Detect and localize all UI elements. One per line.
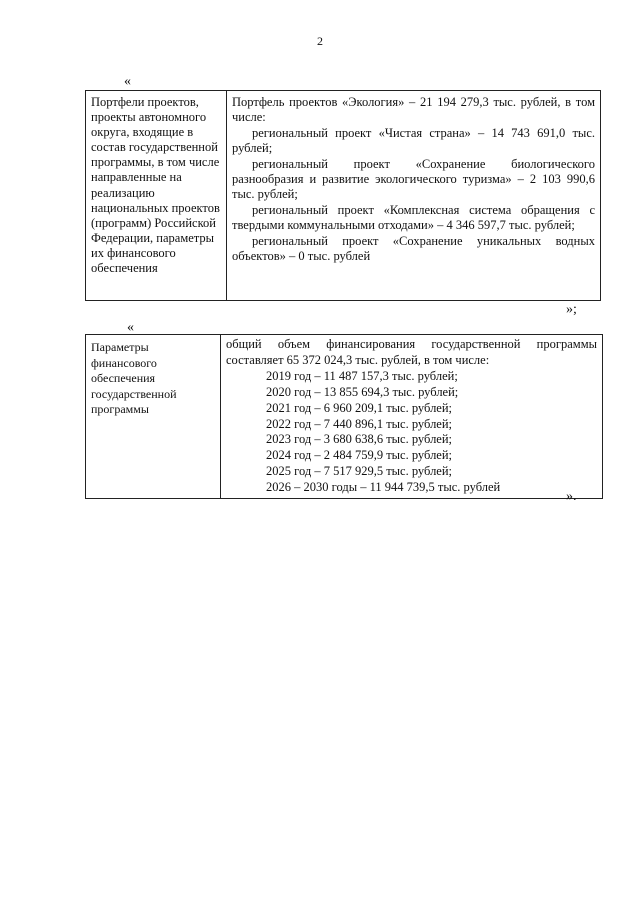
- opening-quote-2: «: [127, 320, 134, 335]
- year-amount: 2021 год – 6 960 209,1 тыс. рублей;: [266, 400, 453, 415]
- portfolio-label: Портфели проектов, проекты автономного округа, входящие в состав государственной программы, в том числе направленные на реализацию национальных проектов (программ) Российской Федерации, параметры их финансового обеспечения: [91, 95, 220, 276]
- year-amount: 2019 год – 11 487 157,3 тыс. рублей;: [266, 368, 458, 383]
- closing-quote-1: »;: [566, 302, 577, 317]
- financing-label: Параметры финансового обеспечения государственной программы: [91, 340, 177, 417]
- year-amount: 2023 год – 3 680 638,6 тыс. рублей;: [266, 432, 453, 447]
- year-amount: 2026 – 2030 годы – 11 944 739,5 тыс. рублей: [266, 480, 501, 495]
- project-item: региональный проект «Сохранение биологического разнообразия и развитие экологического туризма» – 2 103 990,6 тыс. рублей;: [232, 156, 595, 202]
- financing-value-cell: [221, 335, 603, 499]
- portfolio-total: Портфель проектов «Экология» – 21 194 279,3 тыс. рублей, в том числе:: [232, 95, 595, 125]
- opening-quote-1: «: [124, 74, 131, 89]
- project-item: региональный проект «Чистая страна» – 14 743 691,0 тыс. рублей;: [232, 125, 595, 156]
- closing-quote-2: ».: [566, 489, 577, 504]
- financing-total: общий объем финансирования государственной программы составляет 65 372 024,3 тыс. рублей, в том числе:: [226, 337, 597, 367]
- page-number: 2: [317, 34, 323, 48]
- year-amount: 2024 год – 2 484 759,9 тыс. рублей;: [266, 448, 453, 463]
- portfolio-value-cell: [227, 91, 601, 301]
- project-item: региональный проект «Сохранение уникальных водных объектов» – 0 тыс. рублей: [232, 233, 595, 264]
- financing-label-cell: [86, 335, 221, 499]
- project-portfolio-table: [85, 90, 601, 301]
- year-amount: 2022 год – 7 440 896,1 тыс. рублей;: [266, 416, 453, 431]
- portfolio-label-cell: [86, 91, 227, 301]
- year-amount: 2025 год – 7 517 929,5 тыс. рублей;: [266, 464, 453, 479]
- year-amount: 2020 год – 13 855 694,3 тыс. рублей;: [266, 384, 459, 399]
- project-item: региональный проект «Комплексная система обращения с твердыми коммунальными отходами» – 4 346 597,7 тыс. рублей;: [232, 202, 595, 233]
- financing-table: [85, 334, 603, 499]
